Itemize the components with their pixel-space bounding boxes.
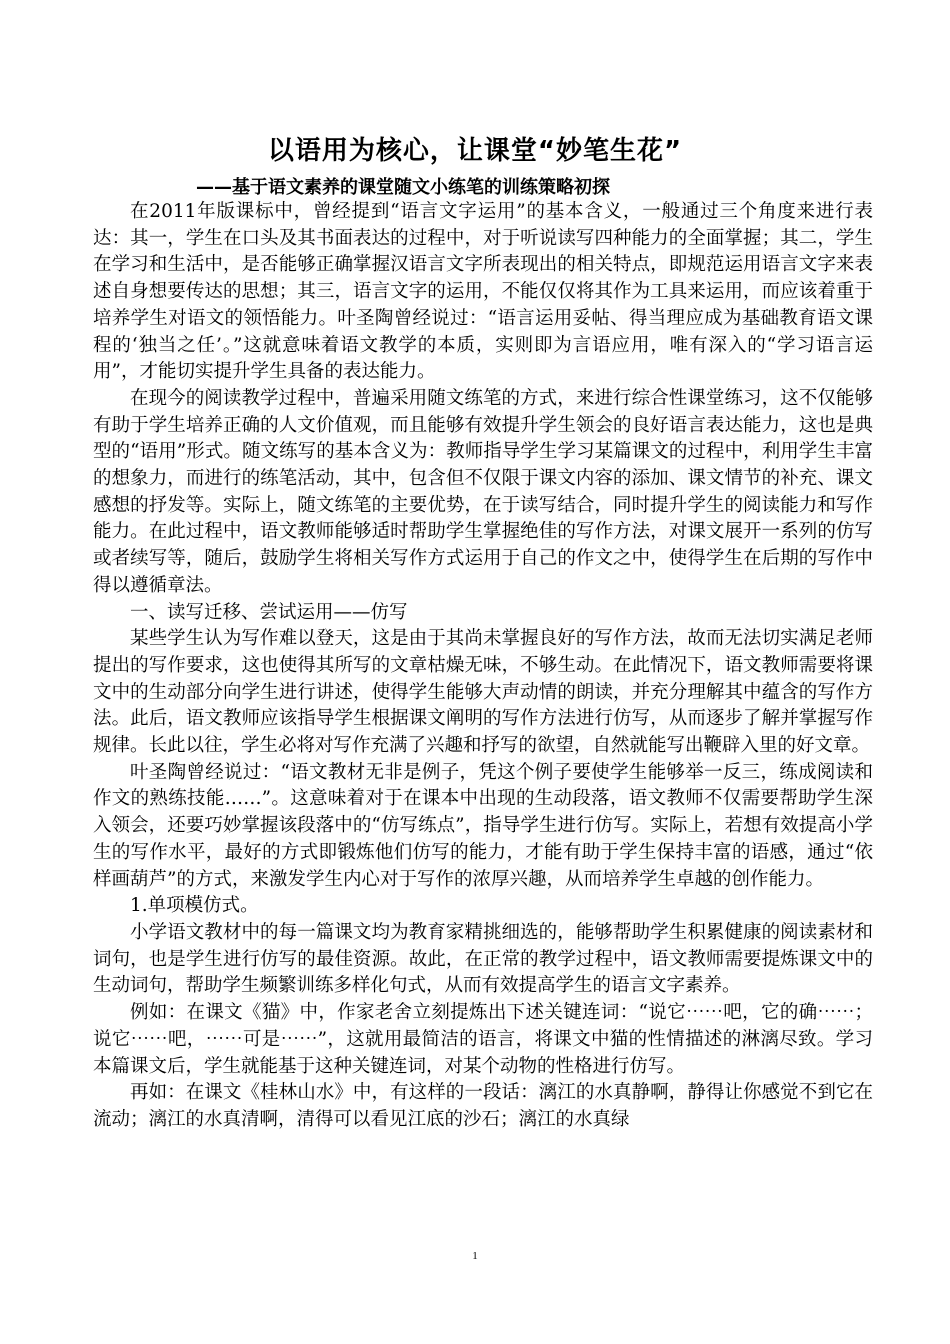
subsection-heading: 1.单项模仿式。 bbox=[130, 895, 259, 917]
paragraph: 叶圣陶曾经说过：“语文教材无非是例子，凭这个例子要使学生能够举一反三，练成阅读和作文的熟练技能……”。这意味着对于在课本中出现的生动段落，语文教师不仅需要帮助学生深入领会，还要巧妙掌握该段落中的“仿写练点”，指导学生进行仿写。实际上，若想有效提高小学生的写作水平，最好的方式即锻炼他们仿写的能力，才能有助于学生保持丰富的语感，通过“依样画葫芦”的方式，来激发学生内心对于写作的浓厚兴趣，从而培养学生卓越的创作能力。 bbox=[93, 761, 873, 890]
paragraph: 再如：在课文《桂林山水》中，有这样的一段话：漓江的水真静啊，静得让你感觉不到它在流动；漓江的水真清啊，清得可以看见江底的沙石；漓江的水真绿 bbox=[93, 1082, 873, 1130]
paragraph: 例如：在课文《猫》中，作家老舍立刻提炼出下述关键连词：“说它⋯⋯吧，它的确⋯⋯；说它⋯⋯吧，⋯⋯可是⋯⋯”，这就用最简洁的语言，将课文中猫的性情描述的淋漓尽致。学习本篇课文后，学生就能基于这种关键连词，对某个动物的性格进行仿写。 bbox=[93, 1002, 873, 1077]
section-heading: 一、读写迁移、尝试运用——仿写 bbox=[130, 601, 408, 623]
paragraph: 在2011年版课标中，曾经提到“语言文字运用”的基本含义，一般通过三个角度来进行表达：其一，学生在口头及其书面表达的过程中，对于听说读写四种能力的全面掌握；其二，学生在学习和生活中，是否能够正确掌握汉语言文字所表现出的相关特点，即规范运用语言文字来表述自身想要传达的思想；其三，语言文字的运用，不能仅仅将其作为工具来运用，而应该着重于培养学生对语文的领悟能力。叶圣陶曾经说过：“语言运用妥帖、得当理应成为基础教育语文课程的‘独当之任’。”这就意味着语文教学的本质，实则即为言语应用，唯有深入的“学习语言运用”，才能切实提升学生具备的表达能力。 bbox=[93, 201, 873, 383]
paragraph: 某些学生认为写作难以登天，这是由于其尚未掌握良好的写作方法，故而无法切实满足老师提出的写作要求，这也使得其所写的文章枯燥无味，不够生动。在此情况下，语文教师需要将课文中的生动部分向学生进行讲述，使得学生能够大声动情的朗读，并充分理解其中蕴含的写作方法。此后，语文教师应该指导学生根据课文阐明的写作方法进行仿写，从而逐步了解并掌握写作规律。长此以往，学生必将对写作充满了兴趣和抒写的欲望，自然就能写出鞭辟入里的好文章。 bbox=[93, 628, 873, 757]
page-number: 1 bbox=[472, 1250, 478, 1262]
paragraph: 在现今的阅读教学过程中，普遍采用随文练笔的方式，来进行综合性课堂练习，这不仅能够有助于学生培养正确的人文价值观，而且能够有效提升学生领会的良好语言表达能力，这也是典型的“语用”形式。随文练写的基本含义为：教师指导学生学习某篇课文的过程中，利用学生丰富的想象力，而进行的练笔活动，其中，包含但不仅限于课文内容的添加、课文情节的补充、课文感想的抒发等。实际上，随文练笔的主要优势，在于读写结合，同时提升学生的阅读能力和写作能力。在此过程中，语文教师能够适时帮助学生掌握绝佳的写作方法，对课文展开一系列的仿写或者续写等，随后，鼓励学生将相关写作方式运用于自己的作文之中，使得学生在后期的写作中得以遵循章法。 bbox=[93, 387, 873, 596]
document-subtitle: ——基于语文素养的课堂随文小练笔的训练策略初探 bbox=[196, 177, 610, 198]
paragraph: 小学语文教材中的每一篇课文均为教育家精挑细选的，能够帮助学生积累健康的阅读素材和词句，也是学生进行仿写的最佳资源。故此，在正常的教学过程中，语文教师需要提炼课文中的生动词句，帮助学生频繁训练多样化句式，从而有效提高学生的语言文字素养。 bbox=[93, 921, 873, 997]
document-title: 以语用为核心，让课堂“妙笔生花” bbox=[267, 136, 683, 166]
document-body bbox=[93, 199, 873, 1134]
